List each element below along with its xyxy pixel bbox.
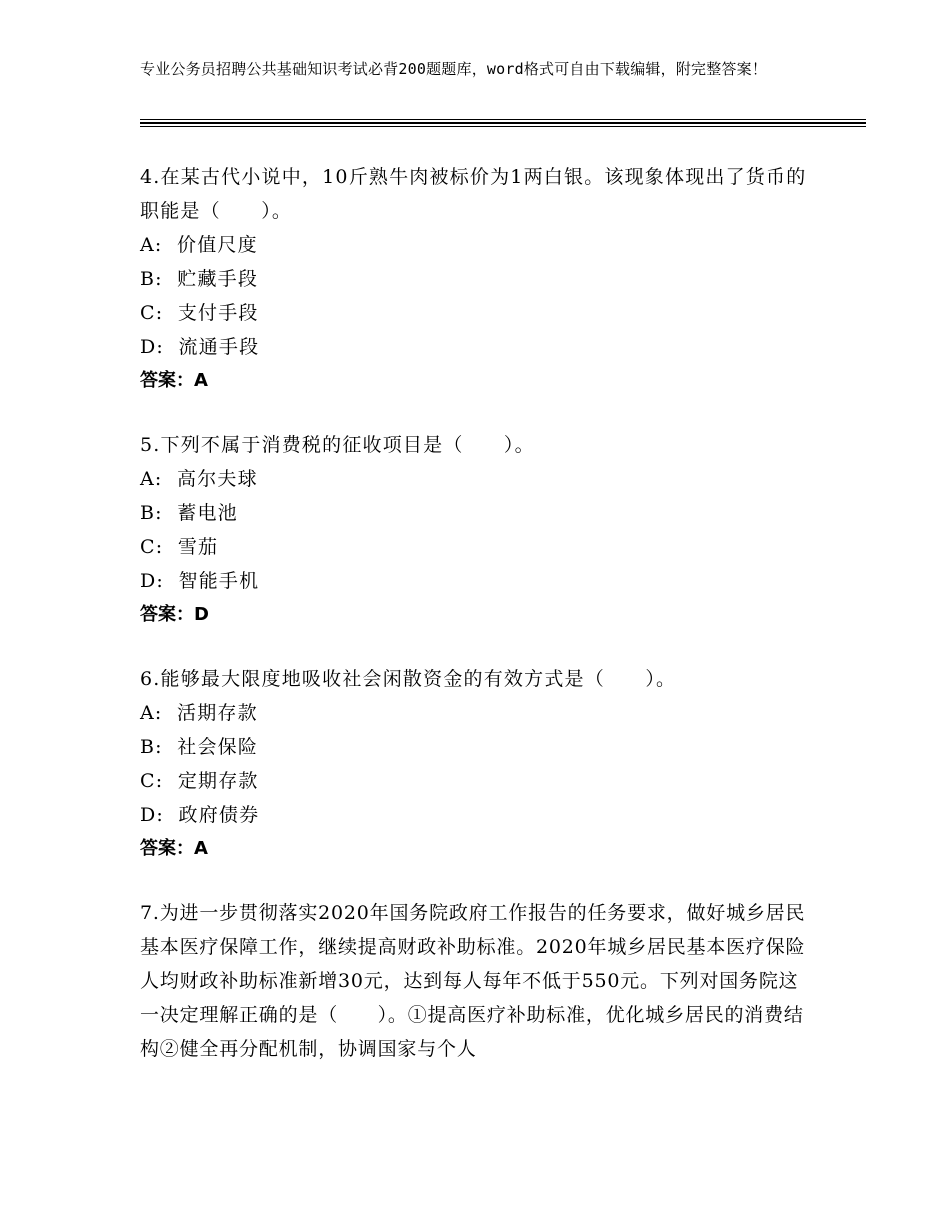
question-4 <box>140 160 810 398</box>
option-c: C: 支付手段 <box>140 302 259 324</box>
option-a: A: 高尔夫球 <box>140 468 258 490</box>
header-text: 专业公务员招聘公共基础知识考试必背200题题库，word格式可自由下载编辑，附完整答案！ <box>140 60 768 78</box>
answer-label: 答案：D <box>140 604 209 625</box>
option-a: A: 活期存款 <box>140 702 258 724</box>
option-d: D: 智能手机 <box>140 570 260 592</box>
option-d: D: 流通手段 <box>140 336 260 358</box>
question-5 <box>140 428 810 632</box>
document-header <box>140 58 840 80</box>
option-b: B: 贮藏手段 <box>140 268 259 290</box>
option-b: B: 社会保险 <box>140 736 259 758</box>
answer-label: 答案：A <box>140 370 208 391</box>
option-c: C: 雪茄 <box>140 536 219 558</box>
header-divider-thick <box>140 122 866 124</box>
question-stem: 4.在某古代小说中，10斤熟牛肉被标价为1两白银。该现象体现出了货币的职能是（ ）。 <box>140 166 807 222</box>
question-list <box>140 160 810 1096</box>
option-b: B: 蓄电池 <box>140 502 238 524</box>
option-a: A: 价值尺度 <box>140 234 258 256</box>
option-d: D: 政府债券 <box>140 804 260 826</box>
option-c: C: 定期存款 <box>140 770 259 792</box>
question-stem: 6.能够最大限度地吸收社会闲散资金的有效方式是（ ）。 <box>140 668 677 690</box>
header-divider-bottom <box>140 126 866 127</box>
answer-label: 答案：A <box>140 838 208 859</box>
header-divider-top <box>140 119 866 120</box>
question-7 <box>140 896 810 1066</box>
question-stem: 5.下列不属于消费税的征收项目是（ ）。 <box>140 434 535 456</box>
question-stem: 7.为进一步贯彻落实2020年国务院政府工作报告的任务要求，做好城乡居民基本医疗保障工作，继续提高财政补助标准。2020年城乡居民基本医疗保险人均财政补助标准新增30元，达到每人每年不低于550元。下列对国务院这一决定理解正确的是（ ）。①提高医疗补助标准，优化城乡居民的消费结构②健全再分配机制，协调国家与个人 <box>140 902 806 1060</box>
question-6 <box>140 662 810 866</box>
